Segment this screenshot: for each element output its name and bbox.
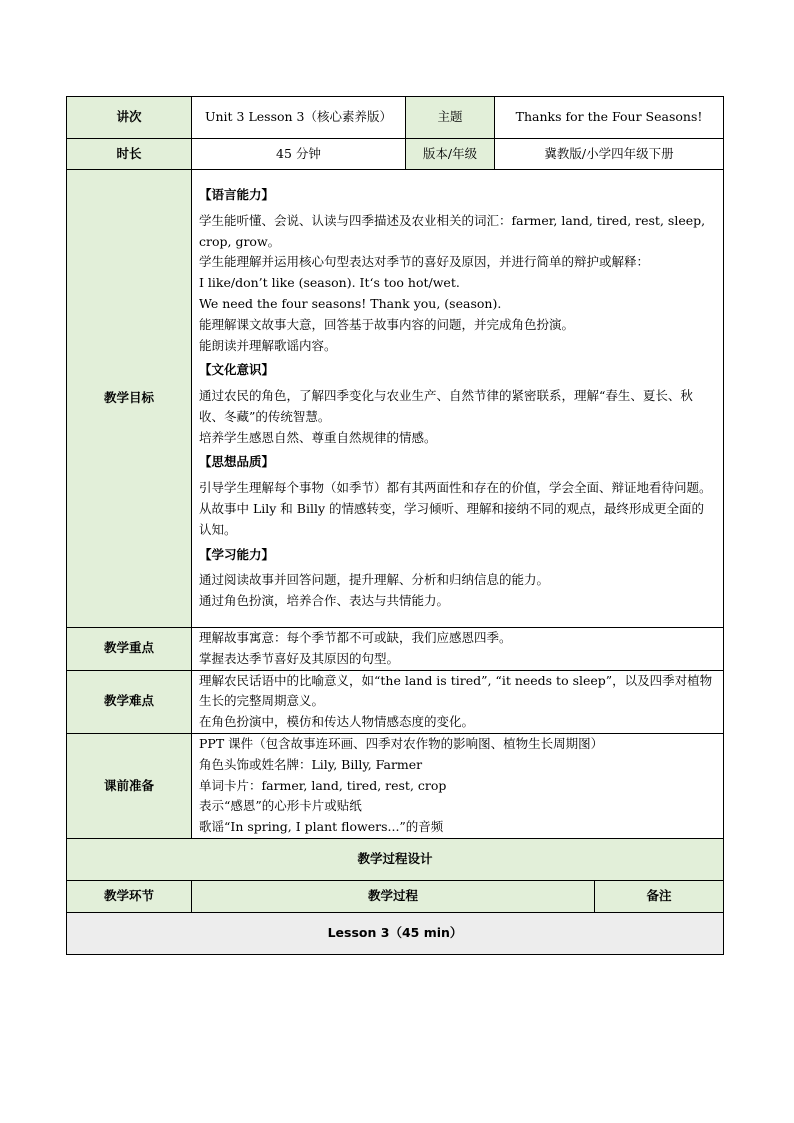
objectives-line: 学生能理解并运用核心句型表达对季节的喜好及原因，并进行简单的辩护或解释： xyxy=(199,254,650,270)
objectives-section-title: 【思想品质】 xyxy=(199,454,275,470)
edition-value: 冀教版/小学四年级下册 xyxy=(495,139,724,170)
objectives-line: 通过角色扮演，培养合作、表达与共情能力。 xyxy=(199,593,450,609)
difficulties-label: 教学难点 xyxy=(67,670,192,733)
objectives-line: 能理解课文故事大意，回答基于故事内容的问题，并完成角色扮演。 xyxy=(199,316,575,332)
preparation-line: 表示“感恩”的心形卡片或贴纸 xyxy=(199,798,362,814)
difficulties-content xyxy=(192,670,724,733)
preparation-line: PPT 课件（包含故事连环画、四季对农作物的影响图、植物生长周期图） xyxy=(199,735,604,751)
duration-value: 45 分钟 xyxy=(192,139,406,170)
objectives-section-title: 【语言能力】 xyxy=(199,186,275,202)
objectives-line: 通过农民的角色，了解四季变化与农业生产、自然节律的紧密联系，理解“春生、夏长、秋收、冬藏”的传统智慧。 xyxy=(199,388,693,424)
objectives-line: 通过阅读故事并回答问题，提升理解、分析和归纳信息的能力。 xyxy=(199,572,550,588)
duration-label: 时长 xyxy=(67,139,192,170)
difficulties-line: 在角色扮演中，模仿和传达人物情感态度的变化。 xyxy=(199,714,475,730)
stage-column-header: 教学环节 xyxy=(67,880,192,912)
objectives-line: 培养学生感恩自然、尊重自然规律的情感。 xyxy=(199,429,437,445)
topic-value: Thanks for the Four Seasons! xyxy=(495,97,724,139)
objectives-line: 从故事中 Lily 和 Billy 的情感转变，学习倾听、理解和接纳不同的观点，最终形成更全面的认知。 xyxy=(199,501,704,537)
key-points-label: 教学重点 xyxy=(67,628,192,671)
notes-column-header: 备注 xyxy=(595,880,724,912)
session-label: 讲次 xyxy=(67,97,192,139)
preparation-label: 课前准备 xyxy=(67,733,192,838)
key-points-line: 掌握表达季节喜好及其原因的句型。 xyxy=(199,650,400,666)
lesson-title: Lesson 3（45 min） xyxy=(67,912,724,954)
objectives-line: 学生能听懂、会说、认读与四季描述及农业相关的词汇：farmer, land, tired, rest, sleep, crop, grow。 xyxy=(199,212,706,249)
objectives-label: 教学目标 xyxy=(67,170,192,628)
session-value: Unit 3 Lesson 3（核心素养版） xyxy=(192,97,406,139)
preparation-line: 单词卡片：farmer, land, tired, rest, crop xyxy=(199,777,447,793)
objectives-line: 能朗读并理解歌谣内容。 xyxy=(199,337,337,353)
preparation-line: 角色头饰或姓名牌：Lily, Billy, Farmer xyxy=(199,756,423,772)
key-points-content xyxy=(192,628,724,671)
lesson-plan-table xyxy=(66,96,724,955)
objectives-line: We need the four seasons! Thank you, (season). xyxy=(199,295,502,311)
preparation-line: 歌谣“In spring, I plant flowers...”的音频 xyxy=(199,819,444,835)
difficulties-line: 理解农民话语中的比喻意义，如“the land is tired”, “it needs to sleep”，以及四季对植物生长的完整周期意义。 xyxy=(199,672,713,709)
objectives-content xyxy=(192,170,724,628)
preparation-content xyxy=(192,733,724,838)
objectives-section-title: 【文化意识】 xyxy=(199,362,275,378)
process-column-header: 教学过程 xyxy=(192,880,595,912)
objectives-line: I like/don’t like (season). It‘s too hot/wet. xyxy=(199,275,460,291)
process-title: 教学过程设计 xyxy=(67,838,724,880)
key-points-line: 理解故事寓意：每个季节都不可或缺，我们应感恩四季。 xyxy=(199,630,512,645)
objectives-line: 引导学生理解每个事物（如季节）都有其两面性和存在的价值，学会全面、辩证地看待问题。 xyxy=(199,480,712,496)
objectives-section-title: 【学习能力】 xyxy=(199,546,275,562)
topic-label: 主题 xyxy=(406,97,495,139)
edition-label: 版本/年级 xyxy=(406,139,495,170)
